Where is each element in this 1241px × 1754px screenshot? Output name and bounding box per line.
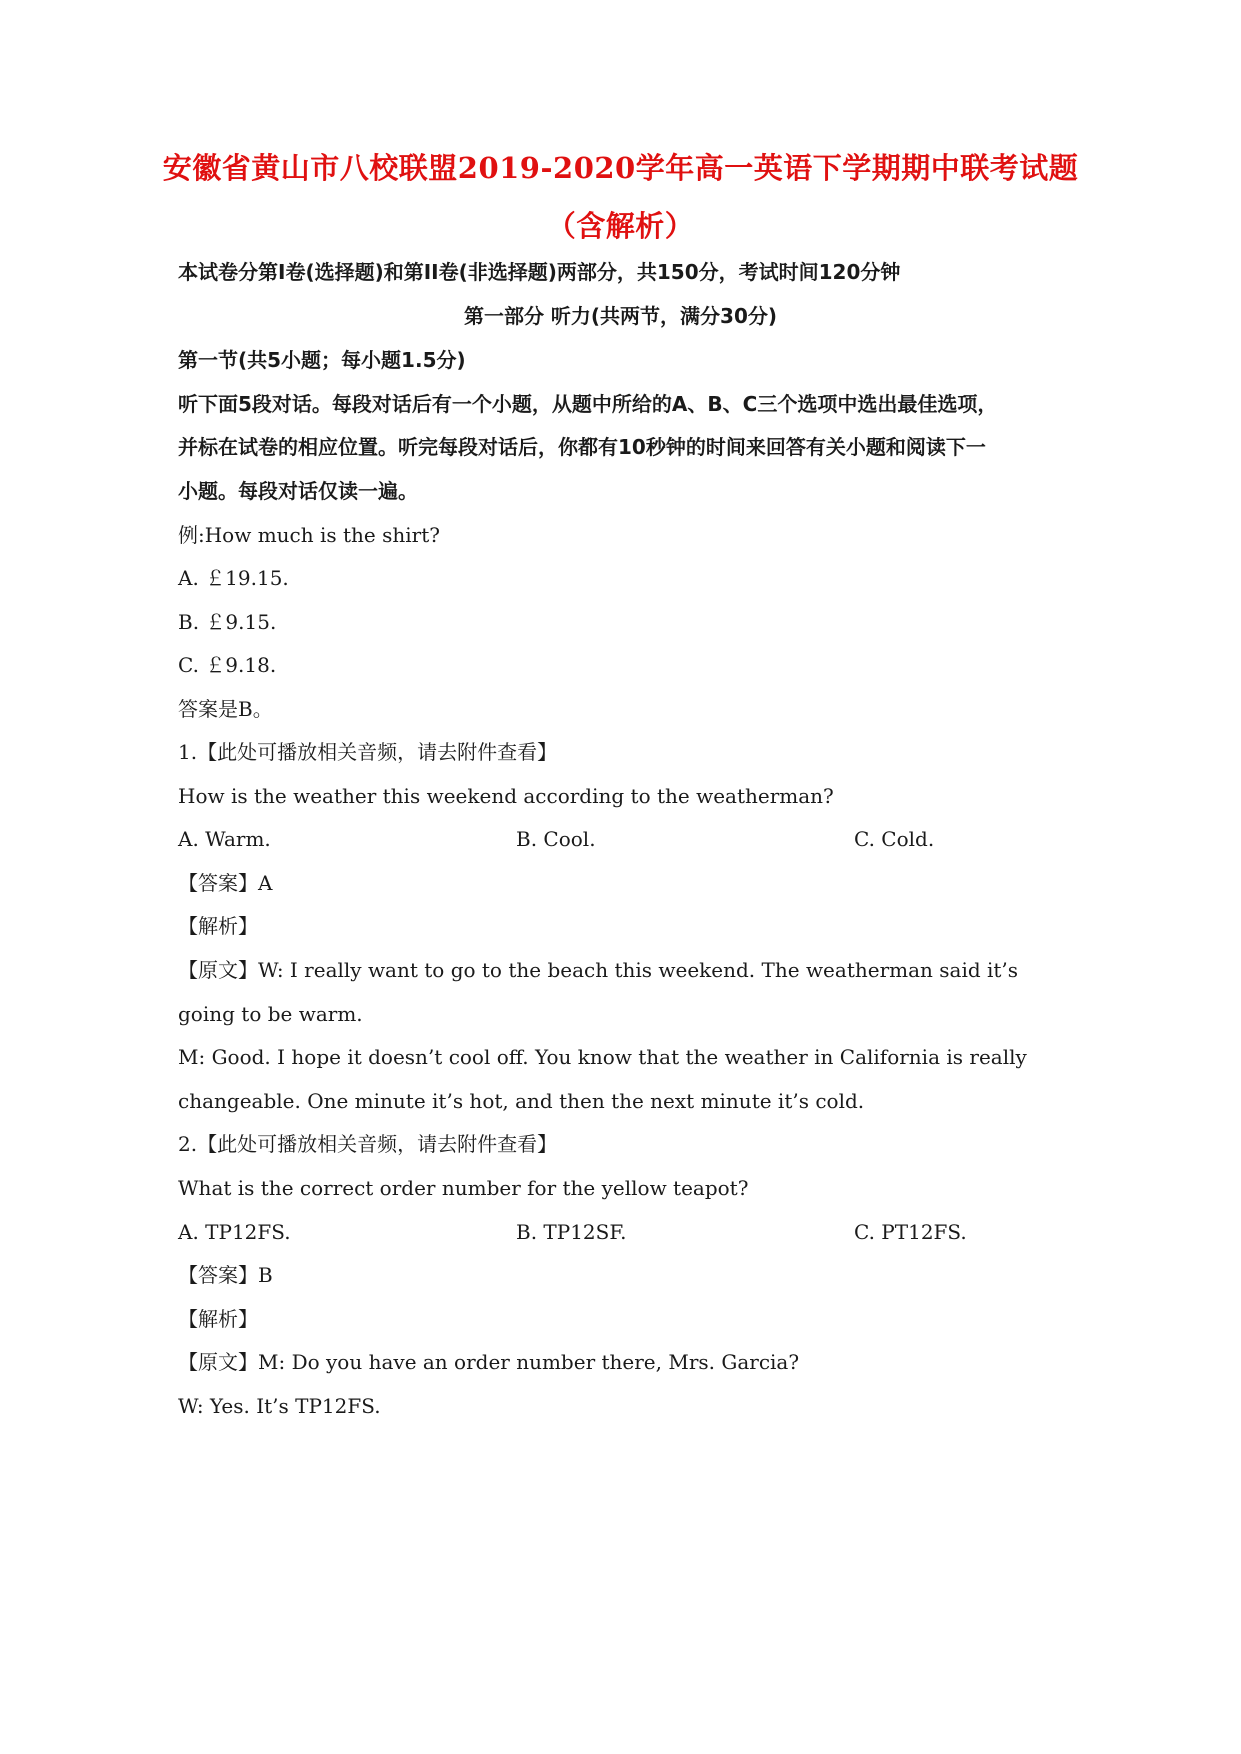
q1-transcript-line: going to be warm. bbox=[178, 1002, 363, 1026]
q2-option-a: A. TP12FS. bbox=[178, 1220, 291, 1244]
q1-analysis: 【解析】 bbox=[178, 914, 258, 938]
q2-answer: 【答案】B bbox=[178, 1263, 273, 1287]
example-option-b: B. ￡9.15. bbox=[178, 610, 277, 634]
q2-question: What is the correct order number for the yellow teapot? bbox=[178, 1176, 749, 1200]
instructions-line: 听下面5段对话。每段对话后有一个小题，从题中所给的A、B、C三个选项中选出最佳选项， bbox=[178, 392, 998, 416]
q1-transcript-line: changeable. One minute it’s hot, and then the next minute it’s cold. bbox=[178, 1089, 865, 1113]
q2-transcript-line: 【原文】M: Do you have an order number there, Mrs. Garcia? bbox=[178, 1350, 800, 1374]
section1-heading: 第一节(共5小题；每小题1.5分) bbox=[178, 348, 466, 372]
example-option-c: C. ￡9.18. bbox=[178, 653, 277, 677]
q1-option-a: A. Warm. bbox=[178, 827, 271, 851]
document-title-suffix: （含解析） bbox=[546, 209, 695, 243]
example-answer: 答案是B。 bbox=[178, 697, 273, 721]
q2-option-c: C. PT12FS. bbox=[854, 1220, 967, 1244]
instructions-line: 并标在试卷的相应位置。听完每段对话后，你都有10秒钟的时间来回答有关小题和阅读下一 bbox=[178, 435, 986, 459]
q2-audio-placeholder: 2.【此处可播放相关音频，请去附件查看】 bbox=[178, 1132, 558, 1156]
q1-audio-placeholder: 1.【此处可播放相关音频，请去附件查看】 bbox=[178, 740, 558, 764]
example-option-a: A. ￡19.15. bbox=[178, 566, 289, 590]
q1-option-c: C. Cold. bbox=[854, 827, 935, 851]
q2-analysis: 【解析】 bbox=[178, 1307, 258, 1331]
instructions-line: 小题。每段对话仅读一遍。 bbox=[178, 479, 418, 503]
exam-intro: 本试卷分第Ⅰ卷(选择题)和第II卷(非选择题)两部分，共150分，考试时间120分钟 bbox=[178, 260, 901, 284]
part1-heading: 第一部分 听力(共两节，满分30分) bbox=[463, 304, 778, 328]
q2-transcript-line: W: Yes. It’s TP12FS. bbox=[178, 1394, 381, 1418]
q1-transcript-line: 【原文】W: I really want to go to the beach this weekend. The weatherman said it’s bbox=[178, 958, 1019, 982]
q1-answer: 【答案】A bbox=[178, 871, 273, 895]
q2-option-b: B. TP12SF. bbox=[516, 1220, 627, 1244]
q1-option-b: B. Cool. bbox=[516, 827, 596, 851]
q1-question: How is the weather this weekend according to the weatherman? bbox=[178, 784, 834, 808]
example-question: 例:How much is the shirt? bbox=[178, 523, 440, 547]
document-title: 安徽省黄山市八校联盟2019-2020学年高一英语下学期期中联考试题 bbox=[162, 151, 1079, 185]
q1-transcript-line: M: Good. I hope it doesn’t cool off. You know that the weather in California is really bbox=[178, 1045, 1027, 1069]
